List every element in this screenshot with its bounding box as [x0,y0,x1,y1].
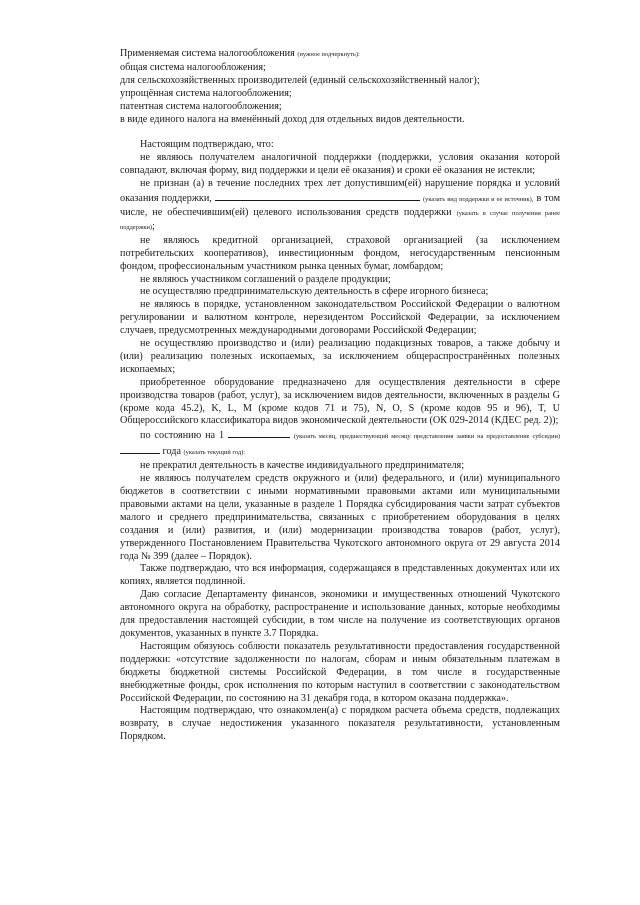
tax-option: для сельскохозяйственных производителей (единый сельскохозяйственный налог); [120,74,480,86]
support-received-note: (указать в случае получения ранее поддержки) [120,209,560,231]
confirm-item [120,178,560,235]
tax-option: в виде единого налога на вменённый доход для отдельных видов деятельности. [120,113,465,125]
confirm-item: не осуществляю производство и (или) реализацию подакцизных товаров, а также добычу и (или) реализацию полезных ископаемых, за исключением общераспространённых полезных ископаемых; [120,338,560,375]
confirm-item: не осуществляю предпринимательскую деятельность в сфере игорного бизнеса; [140,286,489,298]
year-note: (указать текущий год): [183,449,246,457]
confirm-intro: Настоящим подтверждаю, что: [140,139,274,151]
confirm-item-text: не признан (а) в течение последних трех лет допустившим(ей) нарушение порядка и условий оказания поддержки, [120,178,560,205]
confirm-item: не являюсь кредитной организацией, страховой организацией (за исключением потребительских кооперативов), инвестиционным фондом, негосударственным пенсионным фондом, профессиональным участником рынка ценных бумаг, ломбардом; [120,234,560,272]
year-blank [120,444,160,454]
confirm-item: приобретенное оборудование предназначено для осуществления деятельности в сфере производства товаров (работ, услуг), за исключением видов деятельности, включенных в разделы G (кроме кода 45.2), K, L, M (кроме кодов 71 и 75), N, O, S (кроме кодов 95 и 96), T, U Общероссийского классификатора видов экономической деятельности (ОК 029-2014 (КДЕС ред. 2)); [120,376,560,427]
tax-option: упрощённая система налогообложения; [120,87,292,99]
support-type-note: (указать вид поддержки и ее источник), [423,196,534,204]
confirm-item-text: по состоянию на 1 [140,430,225,442]
closing-paragraph: Также подтверждаю, что вся информация, содержащаяся в представленных документах или их копиях, является подлинной. [120,563,560,588]
confirm-item-end: ; [152,220,155,232]
confirm-item: не являюсь получателем аналогичной поддержки (поддержки, условия оказания которой совпадают, включая форму, вид поддержки и цели её оказания) и сроки её оказания не истекли; [120,152,560,177]
closing-paragraph: Даю согласие Департаменту финансов, экономики и имущественных отношений Чукотского автономного округа на обработку, распространение и использование данных, которые необходимы для предоставления настоящей субсидии, в том числе на получение из соответствующих органов документов, указанных в пункте 3.7 Порядка. [120,589,560,639]
document-body [120,48,560,744]
confirm-item [120,428,560,460]
closing-paragraph: Настоящим подтверждаю, что ознакомлен(а) с порядком расчета объема средств, подлежащих возврату, в случае недостижения указанного показателя результативности, установленным Порядком. [120,705,560,743]
tax-option: патентная система налогообложения; [120,100,282,112]
tax-system-title-text: Применяемая система налогообложения [120,48,295,59]
confirm-item-text: в том числе, не обеспечившим(ей) целевого использования средств поддержки [120,193,561,218]
confirm-item-text: года [162,446,181,458]
confirm-item: не являюсь получателем средств окружного и (или) федерального, и (или) муниципального бюджетов в соответствии с иными нормативными правовыми актами или муниципальными правовыми актами на цели, указанные в разделе 1 Порядка субсидирования части затрат субъектов малого и среднего предпринимательства, связанных с приобретением оборудования в целях создания и (или) развития, и (или) модернизации производства товаров (работ, услуг), утвержденного Постановлением Правительства Чукотского автономного округа от 29 августа 2014 года № 399 (далее – Порядок). [120,473,560,562]
support-type-blank [215,191,420,201]
confirm-item: не прекратил деятельность в качестве индивидуального предпринимателя; [140,460,465,472]
closing-paragraph: Настоящим обязуюсь соблюсти показатель результативности предоставления государственной поддержки: «отсутствие задолженности по налогам, сборам и иным обязательным платежам в бюджеты бюджетной системы Российской Федерации, в том числе в государственные внебюджетные фонды, срок исполнения по которым наступил в соответствии с законодательством Российской Федерации, по состоянию на 31 декабря года, в котором оказана поддержка». [120,640,560,704]
tax-system-title [120,48,560,62]
month-note: (указать месяц, предшествующий месяцу представления заявки на предоставление субсидии) [293,433,561,441]
confirm-item: не являюсь в порядке, установленном законодательством Российской Федерации о валютном регулировании и валютном контроле, нерезидентом Российской Федерации, за исключением случаев, предусмотренных международными договорами Российской Федерации; [120,299,560,337]
confirm-item: не являюсь участником соглашений о разделе продукции; [140,273,391,285]
tax-system-note: (нужное подчеркнуть): [297,51,360,58]
tax-option: общая система налогообложения; [120,61,266,73]
month-blank [228,428,290,438]
